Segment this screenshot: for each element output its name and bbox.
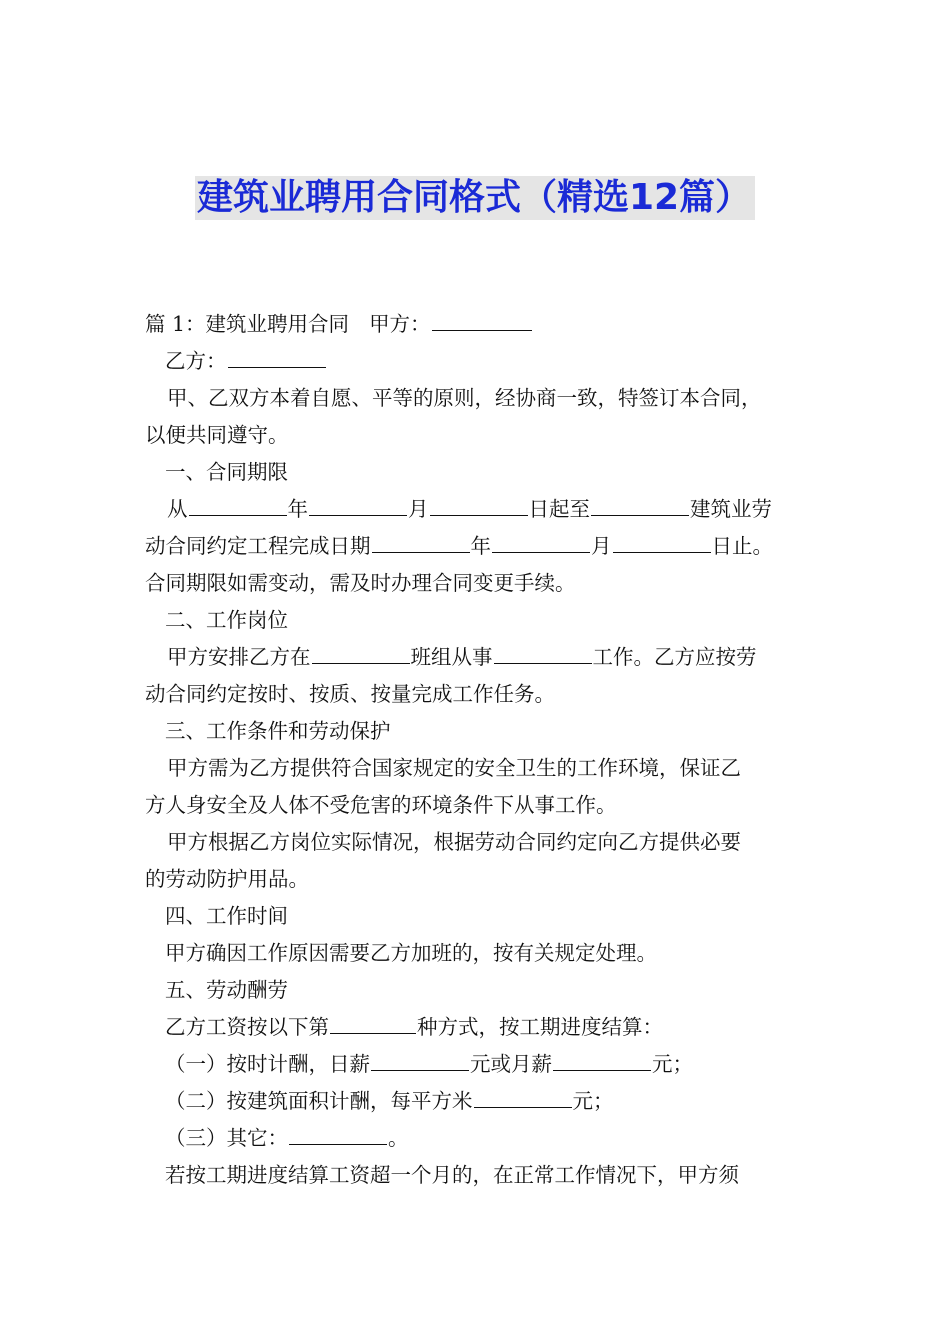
work-type-blank xyxy=(494,641,592,664)
end-day-blank xyxy=(613,530,711,553)
paragraph-position xyxy=(145,639,825,713)
section-heading-3: 三、工作条件和劳动保护 xyxy=(165,719,391,743)
position-text-3: 工作。乙方应按劳 xyxy=(592,645,757,669)
position-text-4: 动合同约定按时、按质、按量完成工作任务。 xyxy=(145,682,555,706)
wage-time-text-1: （一）按时计酬，日薪 xyxy=(165,1052,370,1076)
term-text-until: 日起至 xyxy=(528,497,590,521)
wage-other-text-2: 。 xyxy=(388,1126,409,1150)
section-heading-4: 四、工作时间 xyxy=(165,904,288,928)
intro-line-1: 甲、乙双方本着自愿、平等的原则，经协商一致，特签订本合同， xyxy=(167,386,762,410)
term-text-from: 从 xyxy=(167,497,188,521)
conditions-line-2: 方人身安全及人体不受危害的环境条件下从事工作。 xyxy=(145,793,617,817)
party-a-blank xyxy=(432,308,532,331)
end-condition-blank xyxy=(591,493,689,516)
section-heading-2: 二、工作岗位 xyxy=(165,608,288,632)
other-wage-blank xyxy=(289,1122,387,1145)
paragraph-wage-other xyxy=(145,1120,825,1157)
paragraph-party-b xyxy=(145,343,825,380)
paragraph-term xyxy=(145,491,825,565)
term-text-year-2: 年 xyxy=(470,534,491,558)
intro-line-2: 以便共同遵守。 xyxy=(145,423,289,447)
title-container xyxy=(0,176,950,220)
monthly-wage-blank xyxy=(553,1048,651,1071)
term-text-month: 月 xyxy=(408,497,429,521)
paragraph-wage-method xyxy=(145,1009,825,1046)
start-day-blank xyxy=(430,493,528,516)
party-a-label: 甲方： xyxy=(369,312,431,336)
chapter-heading: 篇 1：建筑业聘用合同 xyxy=(145,312,350,336)
protection-line-1: 甲方根据乙方岗位实际情况，根据劳动合同约定向乙方提供必要 xyxy=(167,830,741,854)
paragraph-settlement: 若按工期进度结算工资超一个月的，在正常工作情况下，甲方须 xyxy=(165,1163,739,1187)
paragraph-wage-area xyxy=(145,1083,825,1120)
wage-area-text-1: （二）按建筑面积计酬，每平方米 xyxy=(165,1089,473,1113)
start-month-blank xyxy=(309,493,407,516)
section-heading-5: 五、劳动酬劳 xyxy=(165,978,288,1002)
term-text-end: 日止。 xyxy=(711,534,773,558)
position-text-1: 甲方安排乙方在 xyxy=(167,645,311,669)
area-rate-blank xyxy=(474,1085,572,1108)
wage-area-text-2: 元； xyxy=(572,1089,614,1113)
paragraph-intro xyxy=(145,380,825,454)
wage-other-text-1: （三）其它： xyxy=(165,1126,288,1150)
protection-line-2: 的劳动防护用品。 xyxy=(145,867,309,891)
paragraph-conditions xyxy=(145,750,825,824)
term-text-year: 年 xyxy=(287,497,308,521)
wage-method-blank xyxy=(330,1011,416,1034)
party-b-label: 乙方： xyxy=(165,349,227,373)
start-year-blank xyxy=(189,493,287,516)
paragraph-protection xyxy=(145,824,825,898)
paragraph-header xyxy=(145,306,825,343)
wage-method-text-2: 种方式，按工期进度结算： xyxy=(417,1015,663,1039)
wage-time-text-2: 元或月薪 xyxy=(470,1052,552,1076)
daily-wage-blank xyxy=(371,1048,469,1071)
term-text-month-2: 月 xyxy=(591,534,612,558)
wage-method-text-1: 乙方工资按以下第 xyxy=(165,1015,329,1039)
paragraph-term-change: 合同期限如需变动，需及时办理合同变更手续。 xyxy=(145,571,576,595)
position-text-2: 班组从事 xyxy=(410,645,493,669)
end-month-blank xyxy=(492,530,590,553)
section-heading-1: 一、合同期限 xyxy=(165,460,288,484)
term-text-labor: 建筑业劳 xyxy=(690,497,772,521)
paragraph-overtime: 甲方确因工作原因需要乙方加班的，按有关规定处理。 xyxy=(165,941,657,965)
document-title: 建筑业聘用合同格式（精选12篇） xyxy=(195,176,755,220)
term-text-completion: 动合同约定工程完成日期 xyxy=(145,534,371,558)
party-b-blank xyxy=(228,345,326,368)
document-body xyxy=(145,306,825,1194)
team-blank xyxy=(312,641,410,664)
paragraph-wage-time xyxy=(145,1046,825,1083)
end-year-blank xyxy=(372,530,470,553)
wage-time-text-3: 元； xyxy=(652,1052,693,1076)
conditions-line-1: 甲方需为乙方提供符合国家规定的安全卫生的工作环境，保证乙 xyxy=(167,756,741,780)
